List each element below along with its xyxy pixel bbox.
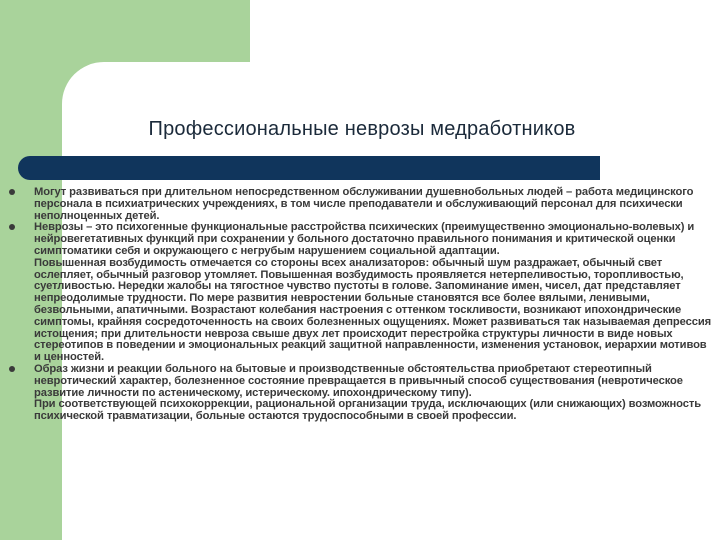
slide-body: [0, 187, 720, 423]
bullet-icon: [9, 189, 15, 195]
paragraph-1: [0, 187, 720, 222]
bullet-icon: [9, 224, 15, 230]
paragraph-5: [0, 399, 720, 423]
paragraph-text: Неврозы – это психогенные функциональные расстройства психических (преимущественно эмоционально-волевых) и нейровегетативных функций при сохранении у больного достаточно правильного понимания и критической оценки симптоматики себя и окружающего с негрубым нарушением социальной адаптации.: [34, 221, 695, 257]
slide-title: Профессиональные неврозы медработников: [148, 118, 576, 140]
title-underline-bar: [18, 156, 600, 180]
bullet-icon: [9, 366, 15, 372]
paragraph-2: [0, 222, 720, 257]
paragraph-text: Повышенная возбудимость отмечается со стороны всех анализаторов: обычный шум раздражает, обычный свет ослепляет, обычный разговор утомляет. Повышенная возбудимость проявляется нетерпеливостью, торопливостью, суетливостью. Нередки жалобы на тягостное чувство пустоты в голове. Запоминание имен, чисел, дат представляет непреодолимые трудности. По мере развития невростении больные становятся все более вялыми, ленивыми, безвольными, апатичными. Возрастают колебания настроения с оттенком тоскливости, возникают ипохондрические симптомы, крайняя сосредоточенность на своих болезненных ощущениях. Может развиваться так называемая депрессия истощения; при длительности невроза свыше двух лет происходит перестройка структуры личности в виде новых стереотипов в поведении и эмоциональных реакций защитной направленности, изменения установок, иерархии мотивов и ценностей.: [34, 256, 712, 364]
paragraph-text: Могут развиваться при длительном непосредственном обслуживании душевнобольных людей – работа медицинского персонала в психиатрических учреждениях, в том числе преподаватели и обслуживающий персонал для психически неполноценных детей.: [34, 186, 694, 222]
paragraph-text: Образ жизни и реакции больного на бытовые и производственные обстоятельства приобретают стереотипный невротический характер, болезненное состояние превращается в привычный способ существования (невротическое развитие личности по астеническому, истерическому. ипохондрическому типу).: [34, 362, 683, 399]
paragraph-4: [0, 364, 720, 399]
paragraph-3: [0, 258, 720, 364]
paragraph-text: При соответствующей психокоррекции, рациональной организации труда, исключающих (или снижающих) возможность психической травматизации, больные остаются трудоспособными в своей профессии.: [34, 398, 701, 423]
